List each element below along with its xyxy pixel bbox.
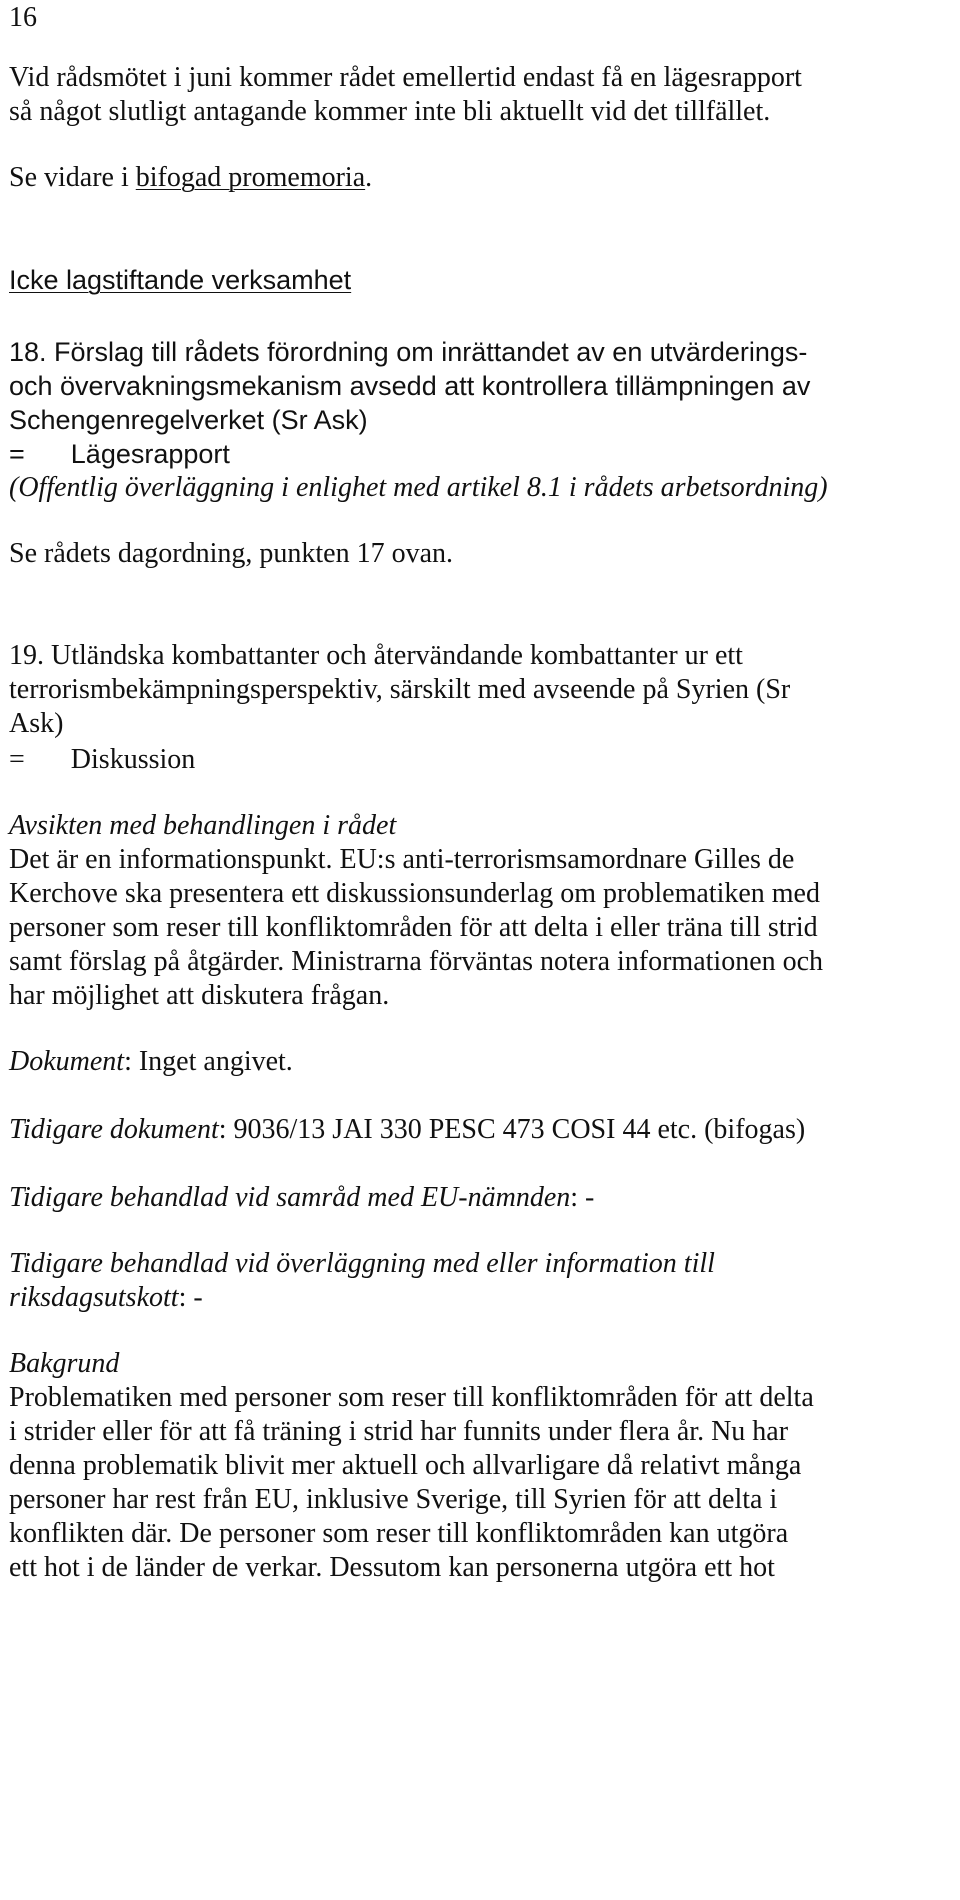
purpose-line-1: Det är en informationspunkt. EU:s anti-terrorismsamordnare Gilles de — [9, 844, 795, 875]
item19-title-line-1: 19. Utländska kombattanter och återvändande kombattanter ur ett — [9, 640, 743, 671]
background-heading: Bakgrund — [9, 1348, 120, 1379]
item18-type: Lägesrapport — [70, 439, 230, 469]
item18-type-line — [9, 436, 230, 472]
previous-overlaggning-line-1: Tidigare behandlad vid överläggning med eller information till — [9, 1248, 715, 1279]
item18-title-line-3: Schengenregelverket (Sr Ask) — [9, 405, 368, 435]
memo-link[interactable]: bifogad promemoria — [135, 162, 366, 193]
intro-line-2: så något slutligt antagande kommer inte bli aktuellt vid det tillfället. — [9, 96, 771, 127]
purpose-line-5: har möjlighet att diskutera frågan. — [9, 980, 390, 1011]
document-value: : Inget angivet. — [124, 1046, 293, 1077]
intro-line-1: Vid rådsmötet i juni kommer rådet emellertid endast få en lägesrapport — [9, 62, 802, 93]
background-line-2: i strider eller för att få träning i strid har funnits under flera år. Nu har — [9, 1416, 789, 1447]
previous-overlaggning-value: : - — [178, 1282, 203, 1313]
item18-see-agenda: Se rådets dagordning, punkten 17 ovan. — [9, 538, 454, 569]
item19-title-line-3: Ask) — [9, 708, 64, 739]
background-line-4: personer har rest från EU, inklusive Sverige, till Syrien för att delta i — [9, 1484, 778, 1515]
purpose-line-2: Kerchove ska presentera ett diskussionsunderlag om problematiken med — [9, 878, 820, 909]
section-heading: Icke lagstiftande verksamhet — [9, 265, 352, 295]
page-number: 16 — [9, 2, 37, 33]
see-memo-prefix: Se vidare i — [9, 162, 136, 193]
background-line-3: denna problematik blivit mer aktuell och allvarligare då relativt många — [9, 1450, 802, 1481]
previous-overlaggning-label: riksdagsutskott — [9, 1282, 179, 1313]
item19-title-line-2: terrorismbekämpningsperspektiv, särskilt med avseende på Syrien (Sr — [9, 674, 791, 705]
previous-samrad-value: : - — [570, 1182, 595, 1213]
see-memo-suffix: . — [365, 162, 373, 193]
document-line — [9, 1044, 293, 1080]
background-line-5: konflikten där. De personer som reser till konfliktområden kan utgöra — [9, 1518, 789, 1549]
previous-documents-value: : 9036/13 JAI 330 PESC 473 COSI 44 etc. (bifogas) — [218, 1114, 806, 1145]
item18-note: (Offentlig överläggning i enlighet med artikel 8.1 i rådets arbetsordning) — [9, 472, 828, 503]
item19-eq: = — [9, 744, 25, 775]
item19-type-line — [9, 742, 195, 778]
item18-title-line-1: 18. Förslag till rådets förordning om inrättandet av en utvärderings- — [9, 337, 808, 367]
document-label: Dokument — [9, 1046, 125, 1077]
previous-documents-label: Tidigare dokument — [9, 1114, 219, 1145]
background-line-1: Problematiken med personer som reser till konfliktområden för att delta — [9, 1382, 814, 1413]
previous-samrad-line — [9, 1180, 594, 1216]
item19-type: Diskussion — [70, 744, 196, 775]
purpose-heading: Avsikten med behandlingen i rådet — [9, 810, 397, 841]
background-line-6: ett hot i de länder de verkar. Dessutom kan personerna utgöra ett hot — [9, 1552, 775, 1583]
previous-documents-line — [9, 1112, 805, 1148]
item18-title-line-2: och övervakningsmekanism avsedd att kontrollera tillämpningen av — [9, 371, 811, 401]
previous-overlaggning-line-2 — [9, 1280, 203, 1316]
see-memo-line — [9, 160, 372, 196]
item18-eq: = — [9, 439, 25, 469]
purpose-line-3: personer som reser till konfliktområden för att delta i eller träna till strid — [9, 912, 818, 943]
previous-samrad-label: Tidigare behandlad vid samråd med EU-nämnden — [9, 1182, 571, 1213]
purpose-line-4: samt förslag på åtgärder. Ministrarna förväntas notera informationen och — [9, 946, 824, 977]
